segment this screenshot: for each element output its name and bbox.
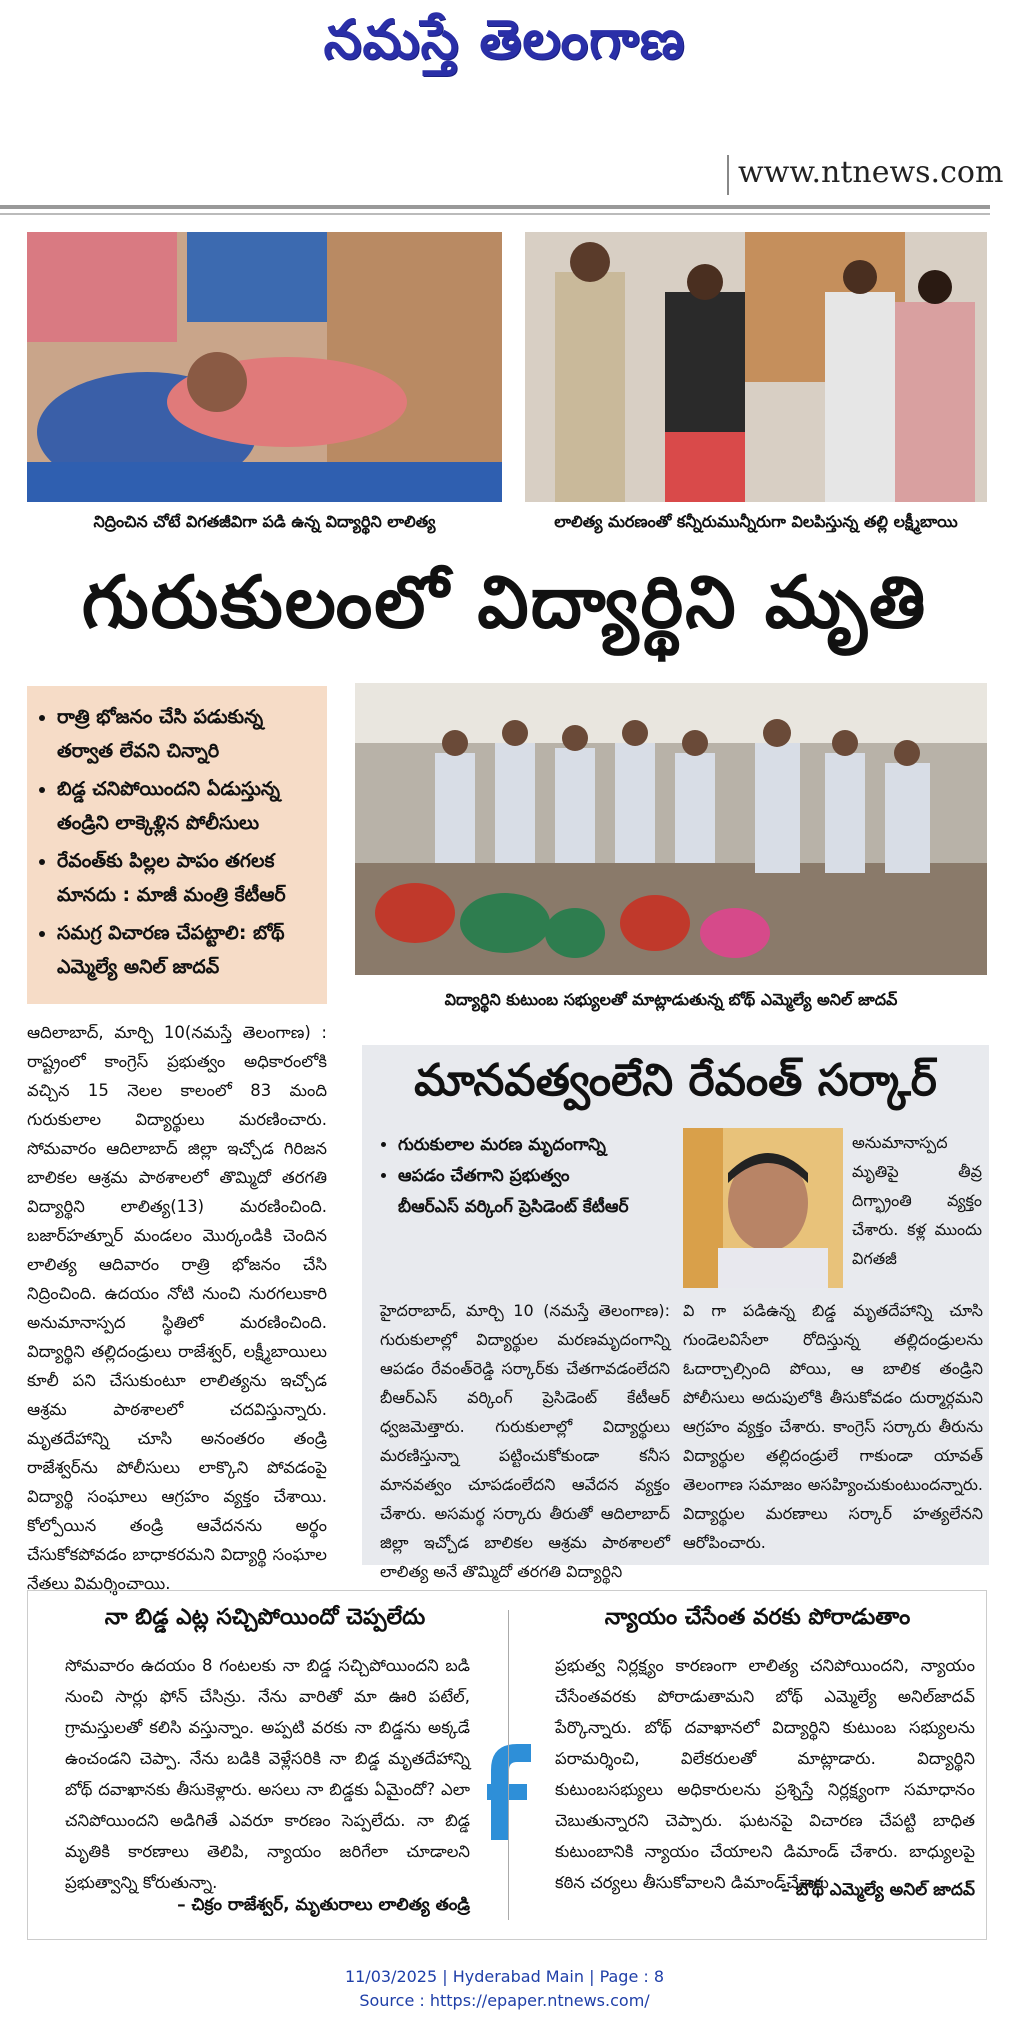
sub-story-body-right: వి గా పడిఉన్న బిడ్డ మృతదేహాన్ని చూసి గుండెలవిసేలా రోదిస్తున్న తల్లిదండ్రులను ఓదార్చాల్సింది పోయి, ఆ బాలిక తండ్రిని పోలీసులు అదుపులోకి తీసుకోవడం దుర్మార్గమని ఆగ్రహం వ్యక్తం చేశారు. కాంగ్రెస్ సర్కారు తీరును విద్యార్థుల తల్లిదండ్రులే గాకుండా యావత్ తెలంగాణ సమాజం అసహ్యించుకుంటుందన్నారు. విద్యార్థుల మరణాలు సర్కార్ హత్యలేనని ఆరోపించారు. (683, 1301, 983, 1552)
header-rule-thin (0, 213, 990, 215)
bottom-right-body: ప్రభుత్వ నిర్లక్ష్యం కారణంగా లాలిత్య చనిపోయిందని, న్యాయం చేసేంతవరకు పోరాడుతామని బోథ్ ఎమ్మెల్యే అనిల్‌జాదవ్ పేర్కొన్నారు. బోథ్ దవాఖానలో విద్యార్థిని కుటుంబ సభ్యులను పరామర్శించి, విలేకరులతో మాట్లాడారు. విద్యార్థిని కుటుంబసభ్యులు అధికారులను ప్రశ్నిస్తే నిర్లక్ష్యంగా సమాధానం చెబుతున్నారని చెప్పారు. ఘటనపై విచారణ చేపట్టి బాధిత కుటుంబానికి న్యాయం చేయాలని డిమాండ్ చేశారు. బాధ్యులపై కఠిన చర్యలు తీసుకోవాలని డిమాండ్‌చేశారు (555, 1656, 975, 1892)
sub-story-side-text: అనుమానాస్పద మృతిపై తీవ్ర దిగ్భ్రాంతి వ్యక్తం చేశారు. కళ్ల ముందు విగతజీ (852, 1133, 982, 1268)
photo-caption-left: నిద్రించిన చోటే విగతజీవిగా పడి ఉన్న విద్యార్థిని లాలిత్య (93, 512, 436, 531)
bottom-left-signature: – చిక్రం రాజేశ్వర్, మృతురాలు లాలిత్య తండ్రి (177, 1895, 470, 1915)
masthead-title: నమస్తే తెలంగాణ (323, 8, 686, 71)
sub-story-headline: మానవత్వంలేని రేవంత్ సర్కార్ (414, 1055, 937, 1106)
sub-story-body: హైదరాబాద్, మార్చి 10 (నమస్తే తెలంగాణ): గురుకులాల్లో విద్యార్థుల మరణమృదంగాన్ని ఆపడం రేవంత్‌రెడ్డి సర్కార్‌కు చేతగావడంలేదని బీఆర్ఎస్ వర్కింగ్ ప్రెసిడెంట్ కేటీఆర్ ధ్వజమెత్తారు. గురుకులాల్లో విద్యార్థులు మరణిస్తున్నా పట్టించుకోకుండా కనీస మానవత్వం చూపడంలేదని ఆవేదన వ్యక్తం చేశారు. అసమర్థ సర్కారు తీరుతో ఆదిలాబాద్ జిల్లా ఇచ్చోడ బాలికల ఆశ్రమ పాఠశాలలో లాలిత్య అనే తొమ్మిదో తరగతి విద్యార్థిని (380, 1301, 670, 1581)
header-rule (0, 205, 990, 209)
photo-caption-right: లాలిత్య మరణంతో కన్నీరుమున్నీరుగా విలపిస్తున్న తల్లి లక్ష్మీబాయి (554, 512, 958, 531)
main-headline: గురుకులంలో విద్యార్థిని మృతి (81, 560, 928, 644)
photo-caption-center: విద్యార్థిని కుటుంబ సభ్యులతో మాట్లాడుతున్న బోథ్ ఎమ్మెల్యే అనిల్ జాదవ్ (444, 990, 898, 1009)
photo-mla-meeting (355, 683, 987, 975)
divider (727, 155, 729, 195)
sub-bullet: • ఆపడం చేతగాని ప్రభుత్వం (398, 1161, 675, 1192)
bottom-left-title: నా బిడ్డ ఎట్ల సచ్చిపోయిందో చెప్పలేదు (104, 1605, 426, 1630)
highlights-box (27, 686, 327, 1004)
footer-date-page: 11/03/2025 | Hyderabad Main | Page : 8 (344, 1967, 665, 1986)
footer-source-link[interactable]: Source : https://epaper.ntnews.com/ (359, 1991, 650, 2010)
photo-ktr-portrait (683, 1128, 843, 1288)
sub-bullet: బీఆర్ఎస్ వర్కింగ్ ప్రెసిడెంట్ కేటీఆర్ (398, 1197, 629, 1217)
bottom-right-signature: – బోథ్ ఎమ్మెల్యే అనిల్ జాదవ్ (781, 1880, 975, 1900)
photo-student-lying (27, 232, 502, 502)
main-story-text: ఆదిలాబాద్, మార్చి 10(నమస్తే తెలంగాణ) : రాష్ట్రంలో కాంగ్రెస్ ప్రభుత్వం అధికారంలోకి వచ్చిన 15 నెలల కాలంలో 83 మంది గురుకులాల విద్యార్థులు మరణించారు. సోమవారం ఆదిలాబాద్ జిల్లా ఇచ్చోడ గిరిజన బాలికల ఆశ్రమ పాఠశాలలో తొమ్మిదో తరగతి విద్యార్థిని లాలిత్య(13) మరణించింది. బజార్‌హత్నూర్ మండలం మొర్కండికి చెందిన లాలిత్య ఆదివారం రాత్రి భోజనం చేసి నిద్రించింది. ఉదయం నోటి నుంచి నురగలుకారి అనుమానాస్పద స్థితిలో మరణించింది. విద్యార్థిని తల్లిదండ్రులు రాజేశ్వర్, లక్ష్మీబాయిలు కూలీ పని చేసుకుంటూ లాలిత్యను ఇచ్చోడ ఆశ్రమ పాఠశాలలో చదవిస్తున్నారు. మృతదేహాన్ని చూసి అనంతరం తండ్రి రాజేశ్వర్‌ను పోలీసులు లాక్కొని పోవడంపై విద్యార్థి సంఘాలు ఆగ్రహం వ్యక్తం చేశాయి. కోల్పోయిన తండ్రి ఆవేదనను అర్థం చేసుకోకపోవడం బాధాకరమని విద్యార్థి సంఘాల నేతలు విమర్శించాయి. (27, 1023, 327, 1593)
site-url[interactable]: www.ntnews.com (738, 155, 1004, 190)
sub-story-bullets (380, 1130, 675, 1223)
f-logo-icon (487, 1740, 531, 1840)
highlight-item: • రాత్రి భోజనం చేసి పడుకున్న తర్వాత లేవని చిన్నారి (57, 700, 317, 768)
footer (0, 1965, 1009, 2013)
highlight-item: • సమగ్ర విచారణ చేపట్టాలి: బోథ్ ఎమ్మెల్యే అనిల్ జాదవ్ (57, 916, 317, 984)
sub-bullet: • గురుకులాల మరణ మృదంగాన్ని (398, 1130, 675, 1161)
highlight-item: • రేవంత్‌కు పిల్లల పాపం తగలక మానదు : మాజీ మంత్రి కేటీఆర్ (57, 844, 317, 912)
photo-mother-crying (525, 232, 987, 502)
bottom-left-body: సోమవారం ఉదయం 8 గంటలకు నా బిడ్డ సచ్చిపోయిందని బడి నుంచి సార్లు ఫోన్ చేసిన్రు. నేను వారితో మా ఊరి పటేల్, గ్రామస్తులతో కలిసి వస్తున్నాం. అప్పటి వరకు నా బిడ్డను అక్కడే ఉంచండని చెప్పా. నేను బడికి వెళ్లేసరికి నా బిడ్డ మృతదేహాన్ని బోథ్ దవాఖానకు తీసుకెళ్లారు. అసలు నా బిడ్డకు ఏమైందో? ఎలా చనిపోయిందని అడిగితే ఎవరూ కారణం సెప్పలేదు. నా బిడ్డ మృతికి కారణాలు తెలిపి, న్యాయం జరిగేలా చూడాలని ప్రభుత్వాన్ని కోరుతున్నా. (65, 1656, 470, 1892)
bottom-divider (508, 1610, 509, 1920)
highlight-item: • బిడ్డ చనిపోయిందని ఏడుస్తున్న తండ్రిని లాక్కెళ్లిన పోలీసులు (57, 772, 317, 840)
bottom-right-title: న్యాయం చేసేంత వరకు పోరాడుతాం (604, 1605, 911, 1630)
